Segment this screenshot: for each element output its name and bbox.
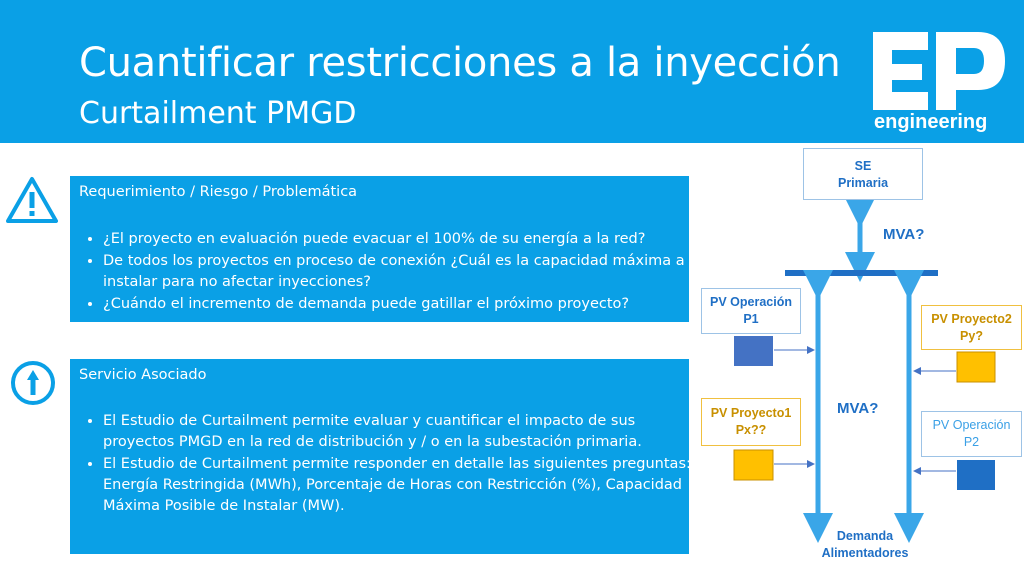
logo-wordmark: engineering	[874, 111, 988, 133]
list-item: • De todos los proyectos en proceso de conexión ¿Cuál es la capacidad máxima a instalar para no afectar inyecciones?	[103, 251, 703, 293]
service-heading: Servicio Asociado	[79, 367, 207, 383]
list-item: • ¿Cuándo el incremento de demanda puede gatillar el próximo proyecto?	[103, 294, 703, 315]
page-title: Cuantificar restricciones a la inyección	[79, 40, 841, 86]
requirement-list	[79, 229, 703, 316]
service-list	[79, 411, 698, 518]
up-arrow-circle-icon	[10, 360, 56, 406]
demand-line1: Demanda	[836, 529, 894, 543]
se-primaria-box	[803, 148, 923, 200]
pv-op1-line1: PV Operación	[710, 295, 792, 309]
pv-proj1-generator	[734, 450, 773, 480]
requirement-box	[70, 176, 689, 322]
demand-line2: Alimentadores	[821, 546, 909, 560]
pv-op2-line2: P2	[963, 435, 980, 449]
pv-op1-box	[701, 288, 801, 334]
mva-mid-label: MVA?	[837, 400, 879, 417]
pv-op1-line2: P1	[743, 312, 759, 326]
warning-triangle-icon	[6, 176, 58, 224]
demand-label	[807, 528, 923, 562]
pv-op2-line1: PV Operación	[932, 418, 1011, 432]
network-diagram	[695, 143, 1024, 576]
page-subtitle: Curtailment PMGD	[79, 96, 357, 131]
service-box	[70, 359, 689, 554]
pv-op2-generator	[957, 460, 995, 490]
list-item: • El Estudio de Curtailment permite responder en detalle las siguientes preguntas: Energía Restringida (MWh), Porcentaje de Horas con Restricción (%), Capacidad Máxima Posible de Instalar (MW).	[103, 454, 698, 517]
list-item: • El Estudio de Curtailment permite evaluar y cuantificar el impacto de sus proyectos PMGD en la red de distribución y / o en la subestación primaria.	[103, 411, 698, 453]
pv-proj1-line2: Px??	[735, 423, 767, 437]
pv-op2-box	[921, 411, 1022, 457]
pv-proj2-generator	[957, 352, 995, 382]
pv-proj2-box	[921, 305, 1022, 350]
requirement-heading: Requerimiento / Riesgo / Problemática	[79, 184, 358, 200]
pv-proj1-box	[701, 398, 801, 446]
se-label-line2: Primaria	[837, 176, 889, 190]
se-label-line1: SE	[854, 159, 872, 173]
pv-proj2-line2: Py?	[960, 329, 983, 343]
mva-top-label: MVA?	[883, 226, 925, 243]
busbar	[785, 270, 938, 276]
pv-proj2-line1: PV Proyecto2	[931, 312, 1012, 326]
pv-proj1-line1: PV Proyecto1	[710, 406, 792, 420]
list-item: • ¿El proyecto en evaluación puede evacuar el 100% de su energía a la red?	[103, 229, 703, 250]
pv-op1-generator	[734, 336, 773, 366]
diagram-lines	[695, 143, 1024, 576]
